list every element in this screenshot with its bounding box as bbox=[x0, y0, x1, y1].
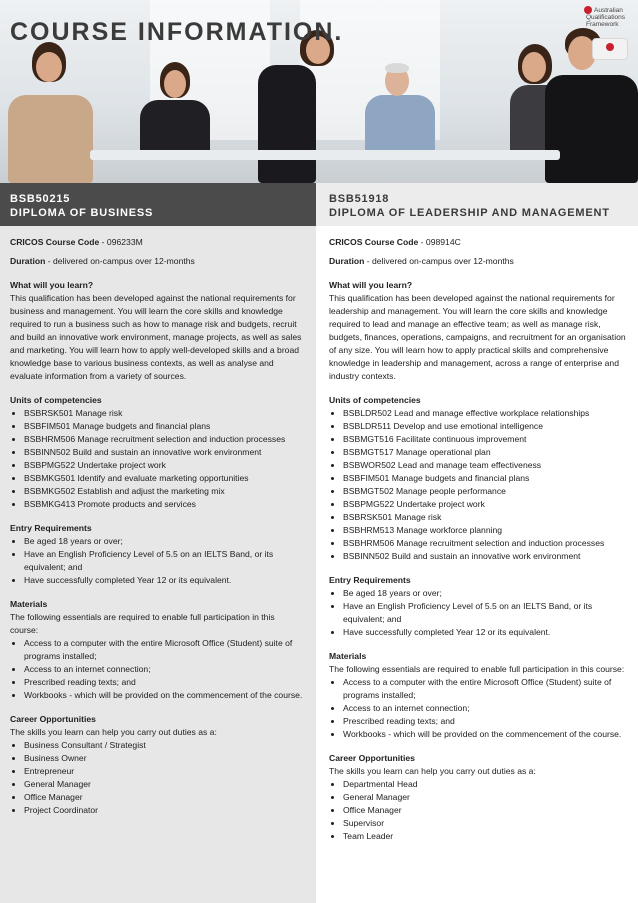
list-item: • Prescribed reading texts; and bbox=[343, 715, 626, 728]
list-item: • BSBHRM513 Manage workforce planning bbox=[343, 524, 626, 537]
section-heading: What will you learn? bbox=[10, 280, 94, 290]
cricos-row bbox=[329, 236, 626, 249]
learn-text: This qualification has been developed against the national requirements for business and management. You will learn the core skills and knowledge required to run a business such as how to manage risk and budgets, recruit and build an innovative work environment, manage projects, as well as sales and marketing. You will learn how to apply well-developed skills and a broad knowledge base to various business contexts, as well as analyse and evaluate information from a variety of sources. bbox=[10, 293, 302, 381]
list-item: • BSBMKG502 Establish and adjust the marketing mix bbox=[24, 485, 304, 498]
section-heading: Materials bbox=[10, 599, 48, 609]
aqf-logo-text: Framework bbox=[586, 21, 619, 28]
list-item: • BSBPMG522 Undertake project work bbox=[24, 459, 304, 472]
career-text: The skills you learn can help you carry out duties as a: bbox=[10, 727, 217, 737]
materials-text: The following essentials are required to enable full participation in this course: bbox=[10, 612, 275, 635]
list-item: • BSBFIM501 Manage budgets and financial plans bbox=[343, 472, 626, 485]
materials-section bbox=[10, 598, 304, 702]
list-item: • Workbooks - which will be provided on the commencement of the course. bbox=[24, 689, 304, 702]
list-item: • BSBWOR502 Lead and manage team effectiveness bbox=[343, 459, 626, 472]
section-heading: Materials bbox=[329, 651, 367, 661]
cricos-label: CRICOS Course Code bbox=[329, 237, 419, 247]
list-item: • Office Manager bbox=[24, 791, 304, 804]
course-name: DIPLOMA OF BUSINESS bbox=[10, 207, 154, 219]
list-item: • Have successfully completed Year 12 or its equivalent. bbox=[24, 574, 304, 587]
list-item: • BSBLDR511 Develop and use emotional intelligence bbox=[343, 420, 626, 433]
list-item: • BSBLDR502 Lead and manage effective workplace relationships bbox=[343, 407, 626, 420]
list-item: • BSBHRM506 Manage recruitment selection and induction processes bbox=[24, 433, 304, 446]
left-course-header bbox=[0, 183, 316, 226]
section-heading: What will you learn? bbox=[329, 280, 413, 290]
duration-row bbox=[10, 255, 304, 268]
right-course-column bbox=[316, 226, 638, 903]
list-item: • Access to an internet connection; bbox=[24, 663, 304, 676]
list-item: • BSBHRM506 Manage recruitment selection and induction processes bbox=[343, 537, 626, 550]
section-heading: Career Opportunities bbox=[329, 753, 415, 763]
list-item: • Team Leader bbox=[343, 830, 626, 843]
units-list bbox=[329, 407, 626, 563]
units-section bbox=[10, 394, 304, 511]
learn-section bbox=[329, 279, 626, 383]
course-name: DIPLOMA OF LEADERSHIP AND MANAGEMENT bbox=[329, 207, 610, 219]
section-heading: Entry Requirements bbox=[10, 523, 92, 533]
list-item: • Office Manager bbox=[343, 804, 626, 817]
units-section bbox=[329, 394, 626, 563]
entry-section bbox=[10, 522, 304, 587]
section-heading: Units of competencies bbox=[10, 395, 102, 405]
meeting-table bbox=[90, 150, 560, 160]
course-code: BSB51918 bbox=[329, 193, 390, 205]
learn-text: This qualification has been developed against the national requirements for leadership and management. You will learn the core skills and knowledge required to lead and manage an effective team; as well as manage risk, budgets, finances, operations, campaigns, and recruitment for an organisation of any size. You will learn how to apply practical skills and comprehensive knowledge in leadership and management, across a range of enterprise and industry contexts. bbox=[329, 293, 626, 381]
list-item: • Supervisor bbox=[343, 817, 626, 830]
aqf-logo bbox=[582, 4, 632, 30]
list-item: • BSBINN502 Build and sustain an innovative work environment bbox=[24, 446, 304, 459]
materials-section bbox=[329, 650, 626, 741]
list-item: • BSBRSK501 Manage risk bbox=[343, 511, 626, 524]
duration-value: - delivered on-campus over 12-months bbox=[364, 256, 514, 266]
career-list bbox=[329, 778, 626, 843]
section-heading: Units of competencies bbox=[329, 395, 421, 405]
list-item: • BSBMGT517 Manage operational plan bbox=[343, 446, 626, 459]
list-item: • Project Coordinator bbox=[24, 804, 304, 817]
learn-section bbox=[10, 279, 304, 383]
aqf-logo-text: Australian bbox=[594, 7, 623, 14]
materials-list bbox=[10, 637, 304, 702]
list-item: • BSBPMG522 Undertake project work bbox=[343, 498, 626, 511]
list-item: • BSBMKG501 Identify and evaluate marketing opportunities bbox=[24, 472, 304, 485]
list-item: • BSBFIM501 Manage budgets and financial plans bbox=[24, 420, 304, 433]
list-item: • Access to an internet connection; bbox=[343, 702, 626, 715]
aqf-logo-icon bbox=[584, 6, 592, 14]
list-item: • Have an English Proficiency Level of 5.5 on an IELTS Band, or its equivalent; and bbox=[343, 600, 626, 626]
cricos-label: CRICOS Course Code bbox=[10, 237, 100, 247]
cricos-row bbox=[10, 236, 304, 249]
career-list bbox=[10, 739, 304, 817]
list-item: • Be aged 18 years or over; bbox=[24, 535, 304, 548]
aqf-logo-text: Qualifications bbox=[586, 14, 626, 21]
duration-label: Duration bbox=[10, 256, 46, 266]
list-item: • BSBRSK501 Manage risk bbox=[24, 407, 304, 420]
list-item: • Access to a computer with the entire Microsoft Office (Student) suite of programs installed; bbox=[343, 676, 626, 702]
materials-list bbox=[329, 676, 626, 741]
duration-value: - delivered on-campus over 12-months bbox=[45, 256, 195, 266]
hero-banner bbox=[0, 0, 638, 183]
list-item: • General Manager bbox=[24, 778, 304, 791]
list-item: • Have successfully completed Year 12 or its equivalent. bbox=[343, 626, 626, 639]
entry-section bbox=[329, 574, 626, 639]
list-item: • Departmental Head bbox=[343, 778, 626, 791]
entry-list bbox=[329, 587, 626, 639]
career-section bbox=[329, 752, 626, 843]
section-heading: Entry Requirements bbox=[329, 575, 411, 585]
list-item: • BSBINN502 Build and sustain an innovative work environment bbox=[343, 550, 626, 563]
list-item: • General Manager bbox=[343, 791, 626, 804]
page-title: COURSE INFORMATION. bbox=[10, 18, 344, 46]
list-item: • BSBMGT516 Facilitate continuous improvement bbox=[343, 433, 626, 446]
duration-row bbox=[329, 255, 626, 268]
list-item: • Workbooks - which will be provided on the commencement of the course. bbox=[343, 728, 626, 741]
list-item: • Entrepreneur bbox=[24, 765, 304, 778]
career-text: The skills you learn can help you carry out duties as a: bbox=[329, 766, 536, 776]
entry-list bbox=[10, 535, 304, 587]
units-list bbox=[10, 407, 304, 511]
list-item: • Business Owner bbox=[24, 752, 304, 765]
list-item: • BSBMGT502 Manage people performance bbox=[343, 485, 626, 498]
course-code: BSB50215 bbox=[10, 193, 71, 205]
provider-seal-icon bbox=[592, 38, 628, 60]
list-item: • Access to a computer with the entire Microsoft Office (Student) suite of programs installed; bbox=[24, 637, 304, 663]
section-heading: Career Opportunities bbox=[10, 714, 96, 724]
materials-text: The following essentials are required to enable full participation in this course: bbox=[329, 664, 625, 674]
list-item: • BSBMKG413 Promote products and services bbox=[24, 498, 304, 511]
cricos-value: - 098914C bbox=[418, 237, 461, 247]
cricos-value: - 096233M bbox=[99, 237, 143, 247]
list-item: • Have an English Proficiency Level of 5.5 on an IELTS Band, or its equivalent; and bbox=[24, 548, 304, 574]
right-course-header bbox=[316, 183, 638, 226]
career-section bbox=[10, 713, 304, 817]
list-item: • Business Consultant / Strategist bbox=[24, 739, 304, 752]
list-item: • Be aged 18 years or over; bbox=[343, 587, 626, 600]
left-course-column bbox=[0, 226, 316, 903]
duration-label: Duration bbox=[329, 256, 365, 266]
list-item: • Prescribed reading texts; and bbox=[24, 676, 304, 689]
